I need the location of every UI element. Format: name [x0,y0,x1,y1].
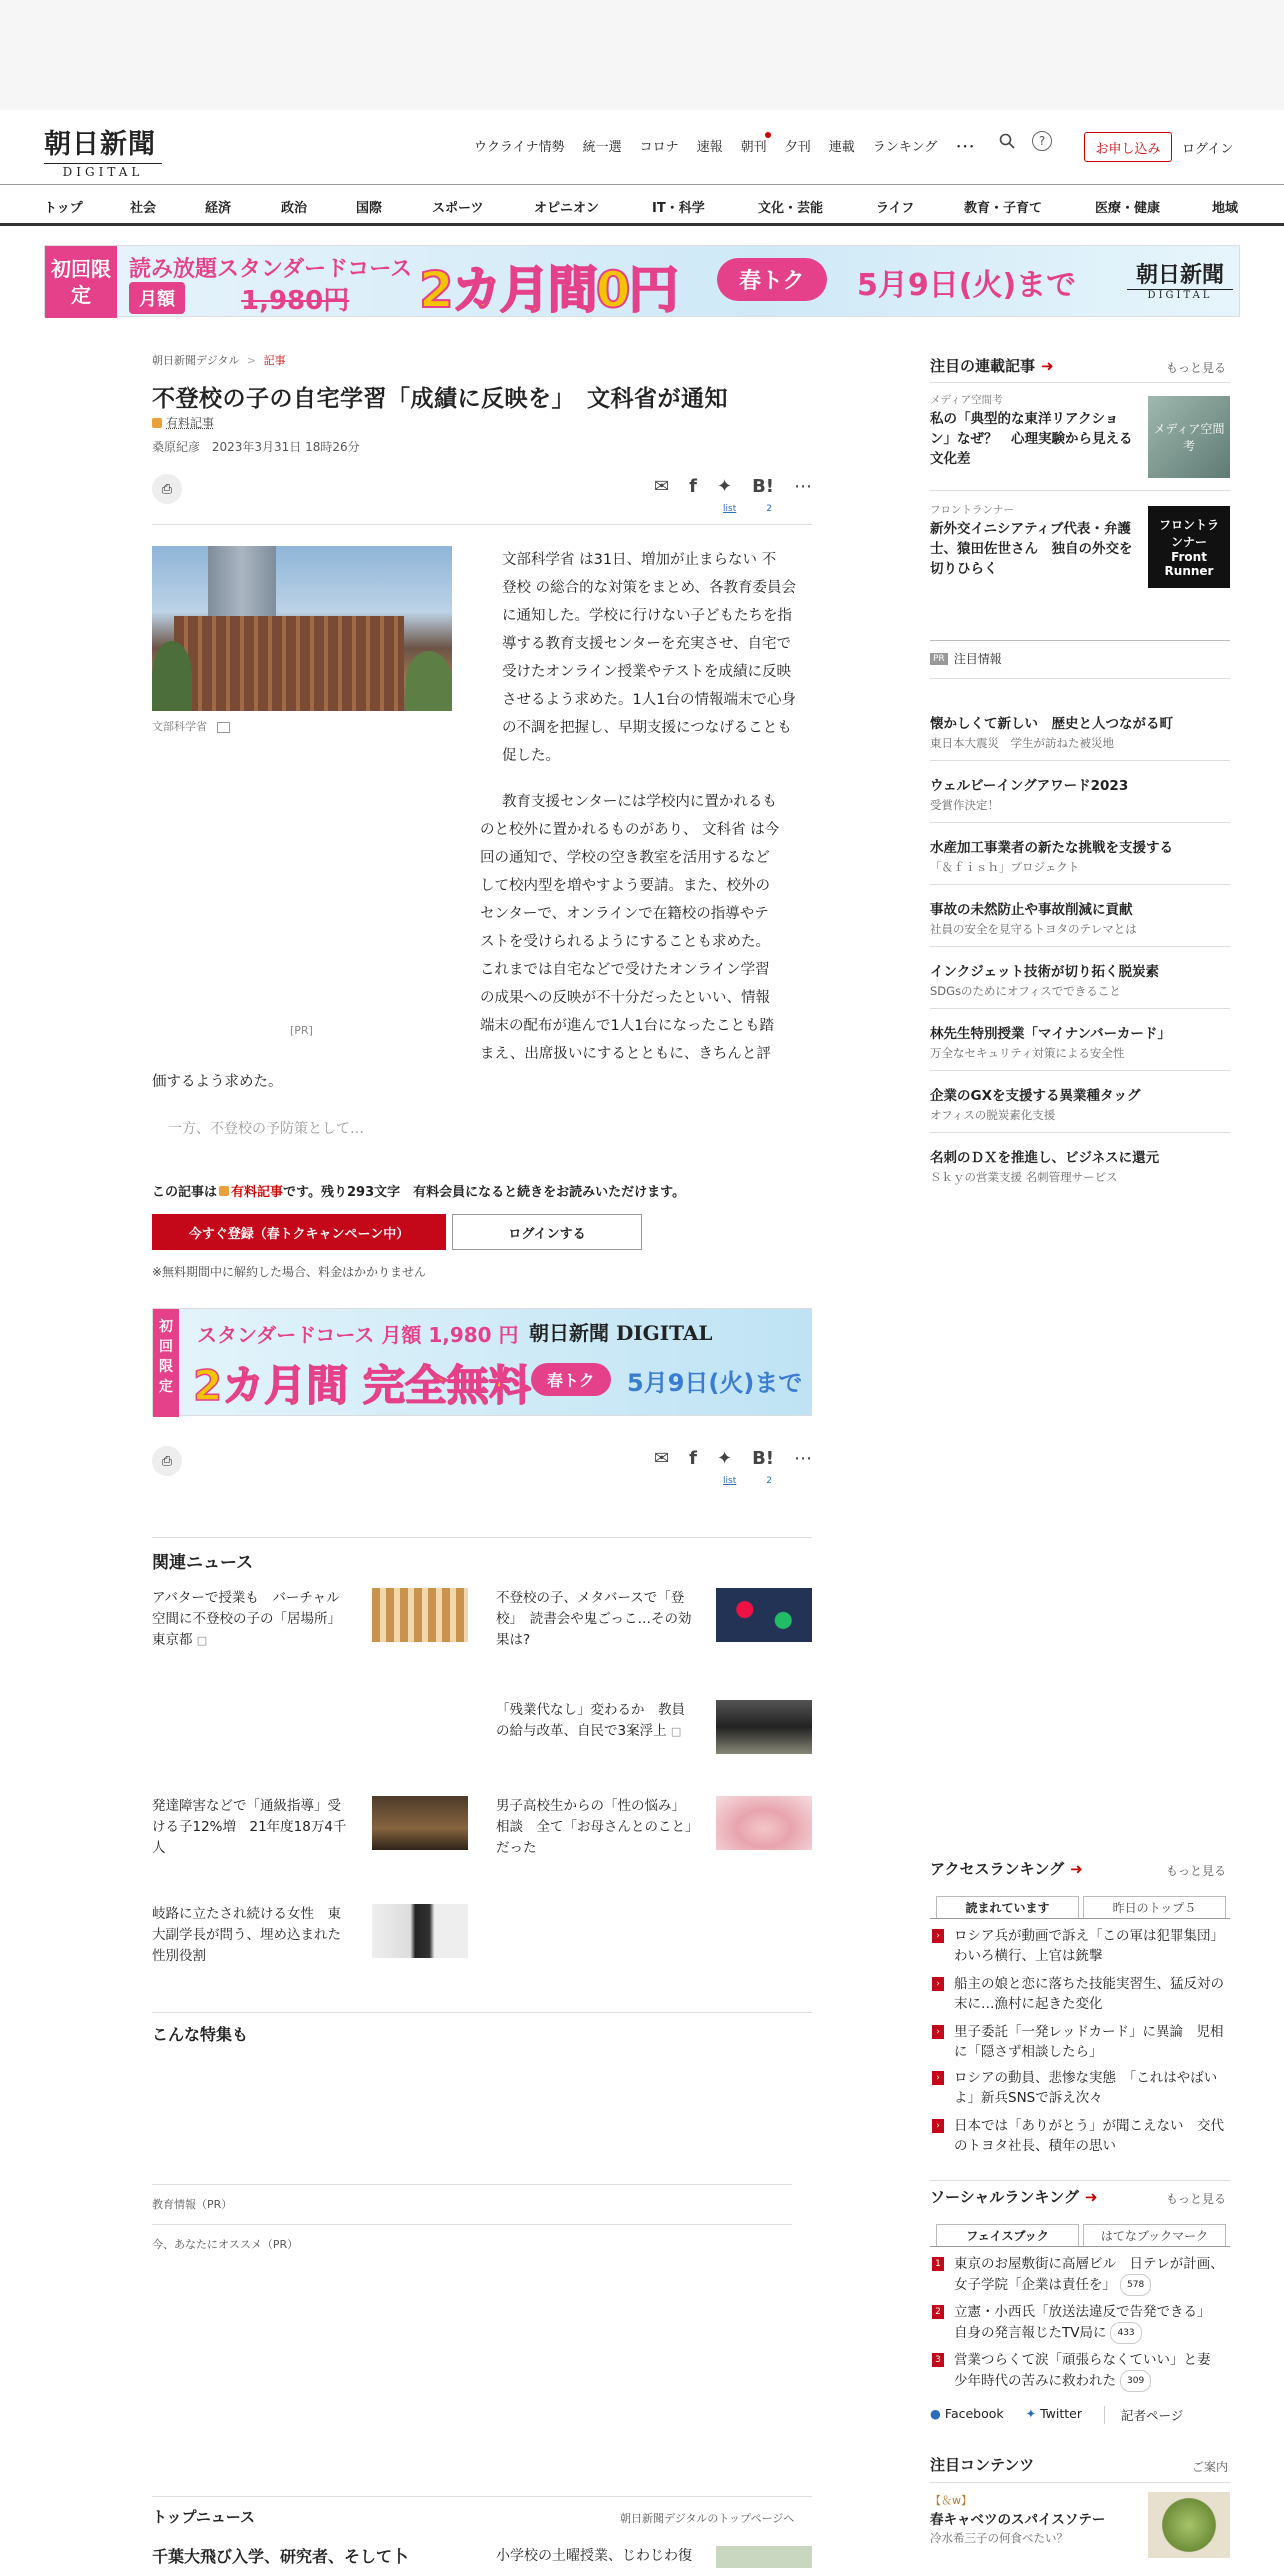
header-icons [996,130,1052,152]
nav-election[interactable]: 統一選 [582,140,622,155]
related-item-4[interactable] [152,1796,352,1859]
truncated-text: 一方、不登校の予防策として… [168,1121,364,1137]
related-item-5[interactable] [496,1796,696,1859]
hatena-count: 2 [766,1476,772,1486]
cat-top[interactable]: トップ [44,201,83,216]
sponsored-title: 懐かしくて新しい 歴史と人つながる町 [930,716,1173,732]
author: 桑原紀彦 [152,440,201,454]
breadcrumb-category[interactable]: 記事 [263,354,286,367]
divider [152,2184,792,2185]
rank-marker-icon: › [932,2025,944,2039]
top-news-item-2[interactable]: 小学校の土曜授業、じわじわ復 [496,2548,692,2564]
banner2-date: 5月9日(火)まで [627,1369,803,1397]
text-line: させるよう求めた。1人1台の情報端末で心身 [502,692,796,708]
social-links [930,2406,1183,2424]
cat-opinion[interactable]: オピニオン [534,201,600,216]
divider [152,524,812,525]
serial-title[interactable] [930,355,1054,376]
print-icon[interactable]: ⎙ [152,1446,182,1476]
sponsored-item[interactable] [930,774,1230,813]
logo-en: DIGITAL [44,163,162,179]
arrow-right-icon: ➜ [1041,357,1054,375]
hatena-list-link[interactable]: list [723,1476,737,1486]
features-title: こんな特集も [152,2025,249,2044]
divider [930,1132,1230,1133]
sponsored-sub: Ｓｋｙの営業支援 名刺管理サービス [930,1170,1118,1184]
text-line: 文部科学省 は31日、増加が止まらない 不 [502,552,777,568]
social-item[interactable] [930,2254,1230,2296]
ranking-item[interactable] [930,2116,1230,2156]
ranking-title: 船主の娘と恋に落ちた技能実習生、猛反対の末に…漁村に起きた変化 [954,1976,1224,2012]
related-item-title: アバターで授業も バーチャル空間に不登校の子の「居場所」 東京都 [152,1590,348,1648]
arrow-right-icon: ➜ [1070,1860,1083,1878]
cat-international[interactable]: 国際 [356,201,383,216]
hatena-icon[interactable]: B! [752,476,774,497]
divider [930,1918,1230,1919]
serial-more-link[interactable]: もっと見る [1166,361,1227,375]
reporter-page-link[interactable]: 記者ページ [1104,2406,1183,2424]
cat-education[interactable]: 教育・子育て [964,201,1043,216]
twitter-label: Twitter [1040,2406,1083,2421]
divider [930,490,1230,491]
sponsored-title: 企業のGXを支援する異業種タッグ [930,1088,1141,1104]
article-title: 不登校の子の自宅学習「成績に反映を」 文科省が通知 [152,386,728,412]
facebook-icon[interactable]: f [689,1448,697,1469]
mail-icon[interactable]: ✉ [654,476,670,497]
divider [930,822,1230,823]
paid-badge [152,414,214,431]
sponsored-sub: SDGsのためにオフィスでできること [930,984,1121,998]
site-header [0,110,1284,184]
related-news-title: 関連ニュース [152,1553,254,1573]
facebook-icon[interactable]: f [689,476,697,497]
share-buttons [654,476,812,497]
serial-title-text: 注目の連載記事 [930,357,1036,375]
nav-morning[interactable] [741,136,767,155]
campaign-banner-2[interactable] [152,1308,812,1416]
text-line: ストを受けられるようにすることも求めた。 [480,934,770,950]
sponsored-title: 林先生特別授業「マイナンバーカード」 [930,1026,1171,1042]
header-nav [474,136,975,155]
top-page-link[interactable]: 朝日新聞デジタルのトップページへ [620,2512,795,2525]
divider [152,2012,812,2013]
campaign-banner[interactable] [44,245,1240,317]
banner-logo-en: DIGITAL [1127,289,1233,301]
divider [930,884,1230,885]
sponsored-item[interactable] [930,960,1230,999]
ranking-title: 日本では「ありがとう」が聞こえない 交代のトヨタ社長、積年の思い [954,2118,1224,2154]
lock-icon [152,418,162,428]
photo-building [174,616,404,711]
ranking-item[interactable] [930,2068,1230,2108]
text-line: センターで、オンラインで在籍校の指導やテ [480,906,769,922]
divider [930,2482,1230,2483]
sponsored-sub: 万全なセキュリティ対策による安全性 [930,1046,1125,1060]
related-item-1[interactable] [152,1588,352,1651]
top-news-item-1[interactable]: 千葉大飛び入学、研究者、そして卜 [152,2547,409,2566]
rank-number: 1 [932,2257,944,2271]
serial-thumb-1[interactable]: メディア空間考 [1148,396,1230,478]
nav-corona[interactable]: コロナ [639,140,679,155]
related-item-6[interactable] [152,1904,352,1967]
serial-thumb-2[interactable]: フロントランナー Front Runner [1148,506,1230,588]
notice-info-header [930,650,1002,667]
divider [930,382,1230,383]
sponsored-sub: 「＆ｆｉｓｈ」プロジェクト [930,860,1080,874]
hatena-icon[interactable]: B! [752,1448,774,1469]
divider [930,760,1230,761]
divider [152,1537,812,1538]
related-item-title: 岐路に立たされ続ける女性 東大副学長が問う、埋め込まれた性別役割 [152,1906,341,1964]
social-item[interactable] [930,2302,1230,2344]
photo-tree [152,641,192,711]
publish-date: 2023年3月31日 18時26分 [211,440,360,454]
rank-marker-icon: › [932,2119,944,2133]
access-more-link[interactable]: もっと見る [1166,1864,1227,1878]
share-count-badge: 433 [1110,2322,1141,2344]
sponsored-item[interactable] [930,1146,1230,1185]
cat-medical[interactable]: 医療・健康 [1095,201,1161,216]
tab-yesterday-top5[interactable]: 昨日のトップ５ [1083,1896,1226,1918]
ranking-item[interactable] [930,1974,1230,2014]
banner2-logo: 朝日新聞 DIGITAL [529,1321,713,1345]
image-icon[interactable] [217,722,230,733]
logo-jp: 朝日新聞 [44,129,156,160]
twitter-icon[interactable]: ✦ [716,476,733,497]
search-icon[interactable] [996,130,1018,152]
top-ad-area [0,0,1284,110]
register-button[interactable]: 今すぐ登録（春トクキャンペーン中） [152,1214,446,1250]
banner2-first-time: 初回限定 [153,1309,179,1417]
sponsored-item[interactable] [930,712,1230,751]
sponsored-title: ウェルビーイングアワード2023 [930,778,1129,794]
related-thumb-2[interactable] [716,1588,812,1642]
text-line: 導する教育支援センターを充実させ、自宅で [502,636,791,652]
access-ranking-text: アクセスランキング [930,1860,1065,1878]
article-paragraph-2-end: 価するよう求めた。 [152,1074,283,1090]
related-item-title: 男子高校生からの「性の悩み」相談 全て「お母さんとのこと」だった [496,1798,692,1856]
sponsored-item[interactable] [930,1022,1230,1061]
help-icon[interactable]: ? [1032,131,1052,151]
share-count-badge: 578 [1120,2274,1151,2296]
ranking-title: ロシア兵が動画で訴え「この軍は犯罪集団」 わいろ横行、上官は銃撃 [954,1928,1231,1964]
login-link[interactable]: ログイン [1182,142,1234,157]
category-nav [0,184,1284,226]
free-period-note: ※無料期間中に解約した場合、料金はかかりません [152,1265,427,1279]
sponsored-sub: 受賞作決定！ [930,798,999,812]
text-line: 教育支援センターには学校内に置かれるも [502,794,777,810]
serial-meta: メディア空間考 [930,394,1003,406]
banner2-spring: 春トク [531,1363,611,1396]
comment-icon: □ [670,1725,682,1738]
banner-logo-jp: 朝日新聞 [1135,262,1224,288]
text-line: 端末の配布が進んで1人1台になったことも踏 [480,1018,774,1034]
rank-marker-icon: › [932,1929,944,1943]
photo-caption [152,718,230,734]
serial-item-title: 私の「典型的な東洋リアクション」なぜ？ 心理実験から見える文化差 [930,411,1133,467]
ranking-item[interactable] [930,2022,1230,2062]
social-ranking-text: ソーシャルランキング [930,2188,1079,2206]
related-thumb-5[interactable] [716,1796,812,1850]
nav-more[interactable]: ･･･ [955,140,975,155]
sponsored-title: インクジェット技術が切り拓く脱炭素 [930,964,1159,980]
text-line: これまでは自宅などで受けたオンライン学習 [480,962,770,978]
social-title: 立憲・小西氏「放送法違反で告発できる」 自身の発言報じたTV局に [954,2304,1218,2341]
text-line: 受けたオンライン授業やテストを成績に反映 [502,664,791,680]
banner-first-time: 初回限定 [45,246,117,318]
social-title: 東京のお屋敷街に高層ビル 日テレが計画、女子学院「企業は責任を」 [954,2256,1224,2293]
banner2-title: スタンダードコース 月額 1,980 円 [197,1323,519,1347]
sponsored-sub: 東日本大震災 学生が訪ねた被災地 [930,736,1114,750]
notice-info-title: 注目情報 [953,652,1002,666]
hatena-count: 2 [766,504,772,514]
facebook-link[interactable] [930,2406,1004,2424]
share-toolbar-bottom [152,1442,812,1486]
twitter-link[interactable] [1026,2406,1082,2424]
breadcrumb-site[interactable]: 朝日新聞デジタル [152,354,240,367]
facebook-icon: ● [930,2406,941,2421]
banner-spring: 春トク [717,258,827,301]
facebook-label: Facebook [944,2406,1004,2421]
top-news-thumb[interactable] [716,2546,812,2568]
related-item-title: 「残業代なし」変わるか 教員の給与改革、自民で3案浮上 [496,1702,685,1739]
attention-item-title: 春キャベツのスパイスソテー [930,2512,1106,2528]
sponsored-title: 事故の未然防止や事故削減に貢献 [930,902,1133,918]
cat-society[interactable]: 社会 [130,201,157,216]
divider [930,2180,1230,2181]
text-line: に通知した。学校に行けない子どもたちを指 [502,608,792,624]
divider [930,946,1230,947]
arrow-right-icon: ➜ [1084,2188,1098,2206]
new-dot-icon [765,132,771,138]
hatena-list-link[interactable]: list [723,504,737,514]
related-item-title: 発達障害などで「通級指導」受ける子12%増 21年度18万4千人 [152,1798,347,1856]
divider [930,640,1230,641]
share-counts [723,1476,772,1486]
edu-pr-label: 教育情報（PR） [152,2198,233,2211]
byline [152,438,360,455]
notice-b[interactable]: 有料記事 [231,1185,284,1200]
twitter-icon[interactable]: ✦ [716,1448,733,1469]
nav-ukraine[interactable]: ウクライナ情勢 [474,140,565,155]
site-logo[interactable] [44,122,174,179]
share-toolbar-top [152,470,812,514]
banner-title: 読み放題スタンダードコース [129,257,413,282]
more-share-icon[interactable]: ⋯ [794,1448,812,1469]
article-paragraph-1 [480,546,812,770]
mail-icon[interactable]: ✉ [654,1448,670,1469]
photo-tree [406,651,452,711]
sponsored-title: 名刺のＤＸを推進し、ビジネスに還元 [930,1150,1160,1166]
text-line: 促した。 [502,748,560,764]
ranking-title: ロシアの動員、悲惨な実態 「これはやばいよ」新兵SNSで訴え次々 [954,2070,1218,2106]
divider [930,1070,1230,1071]
attention-info-link[interactable]: ご案内 [1192,2460,1229,2474]
tab-hatena[interactable]: はてなブックマーク [1083,2224,1226,2246]
article-photo[interactable] [152,546,452,711]
nav-serial[interactable]: 連載 [828,140,855,155]
divider [930,1008,1230,1009]
banner-logo [1127,258,1233,301]
access-tabs [936,1896,1226,1918]
divider [930,2246,1230,2247]
social-tabs [936,2224,1226,2246]
breadcrumb [152,352,286,368]
related-thumb-1[interactable] [372,1588,468,1642]
text-line: 登校 の総合的な対策をまとめ、各教育委員会 [502,580,797,596]
share-counts [723,504,772,514]
cat-economy[interactable]: 経済 [205,201,232,216]
access-ranking-title[interactable] [930,1858,1083,1879]
rank-number: 3 [932,2353,944,2367]
breadcrumb-sep: > [246,354,257,367]
social-title: 営業つらくて涙「頑張らなくていい」と妻 少年時代の苦みに救われた [954,2352,1224,2389]
cat-life[interactable]: ライフ [876,201,915,216]
serial-item-title: 新外交イニシアティブ代表・弁護士、猿田佐世さん 独自の外交を切りひらく [930,521,1133,577]
rank-marker-icon: › [932,2071,944,2085]
photo-caption-text: 文部科学省 [152,720,207,733]
cat-culture[interactable]: 文化・芸能 [758,201,824,216]
cat-politics[interactable]: 政治 [281,201,308,216]
share-buttons [654,1448,812,1469]
text-line: して校内型を増やすよう要請。また、校外の [480,878,770,894]
cat-region[interactable]: 地域 [1212,201,1239,216]
lock-icon [219,1186,229,1196]
related-item-title: 不登校の子、メタバースで「登校」 読書会や鬼ごっこ…その効果は? [496,1590,692,1648]
rank-marker-icon: › [932,1977,944,1991]
banner2-big-offer: 2カ月間 完全無料 [193,1361,531,1410]
pr-label: [PR] [290,1024,313,1037]
twitter-icon: ✦ [1025,2406,1037,2421]
login-button[interactable]: ログインする [452,1214,642,1250]
divider [930,678,1230,679]
notice-a: この記事は [152,1185,218,1200]
cat-it-science[interactable]: IT・科学 [652,201,705,216]
text-line: まえ、出席扱いにするとともに、きちんと評 [480,1046,771,1062]
social-ranking-title[interactable] [930,2186,1098,2207]
rank-number: 2 [932,2305,944,2319]
nav-breaking[interactable]: 速報 [696,140,723,155]
divider [152,2496,812,2497]
article-paragraph-2 [480,788,812,1068]
share-count-badge: 309 [1120,2370,1151,2392]
text-line: のと校外に置かれるものがあり、 文科省 は今 [480,822,780,838]
related-thumb-3[interactable] [716,1700,812,1754]
banner-big-offer: 2カ月間0円 [419,261,677,319]
sponsored-title: 水産加工事業者の新たな挑戦を支援する [930,840,1173,856]
related-thumb-6[interactable] [372,1904,468,1958]
related-item-3[interactable] [496,1700,696,1742]
text-line: の成果への反映が不十分だったといい、情報 [480,990,770,1006]
related-thumb-4[interactable] [372,1796,468,1850]
paywall-notice [152,1181,685,1200]
sponsored-item[interactable] [930,1084,1230,1123]
signup-button[interactable]: お申し込み [1084,132,1172,162]
serial-meta: フロントランナー [930,504,1014,516]
pr-badge: PR [930,653,948,665]
banner-monthly: 月額 [129,282,185,314]
related-item-2[interactable] [496,1588,696,1651]
banner-date: 5月9日(火)まで [857,268,1077,303]
ranking-item[interactable] [930,1926,1230,1966]
text-line: 回の通知で、学校の空き教室を活用するなど [480,850,770,866]
top-news-title: トップニュース [152,2508,256,2526]
attention-title: 注目コンテンツ [930,2456,1035,2474]
attention-item-sub: 冷水希三子の何食べたい？ [930,2531,1068,2545]
sponsored-sub: オフィスの脱炭素化支援 [930,1108,1056,1122]
tab-facebook[interactable]: フェイスブック [936,2224,1079,2246]
recommend-pr-label: 今、あなたにオススメ（PR） [152,2238,299,2251]
nav-morning-label: 朝刊 [740,140,767,155]
nav-evening[interactable]: 夕刊 [784,140,811,155]
paid-label[interactable]: 有料記事 [166,416,215,430]
print-icon[interactable]: ⎙ [152,474,182,504]
nav-ranking[interactable]: ランキング [872,140,938,155]
comment-icon: □ [196,1634,208,1647]
social-more-link[interactable]: もっと見る [1166,2192,1227,2206]
social-item[interactable] [930,2350,1230,2392]
ranking-title: 里子委託「一発レッドカード」に異論 児相に「隠さず相談したら」 [954,2024,1224,2060]
text-line: の不調を把握し、早期支援につなげることも [502,720,792,736]
tab-most-read[interactable]: 読まれています [936,1896,1079,1918]
cat-sports[interactable]: スポーツ [432,201,484,216]
sponsored-item[interactable] [930,836,1230,875]
sponsored-item[interactable] [930,898,1230,937]
banner-old-price: 1,980円 [241,286,350,316]
attention-tag: 【＆w】 [930,2494,972,2507]
attention-thumb[interactable] [1148,2492,1230,2558]
divider [152,2224,792,2225]
more-share-icon[interactable]: ⋯ [794,476,812,497]
sponsored-sub: 社員の安全を見守るトヨタのテレマとは [930,922,1137,936]
notice-c: です。残り293文字 有料会員になると続きをお読みいただけます。 [283,1185,686,1200]
